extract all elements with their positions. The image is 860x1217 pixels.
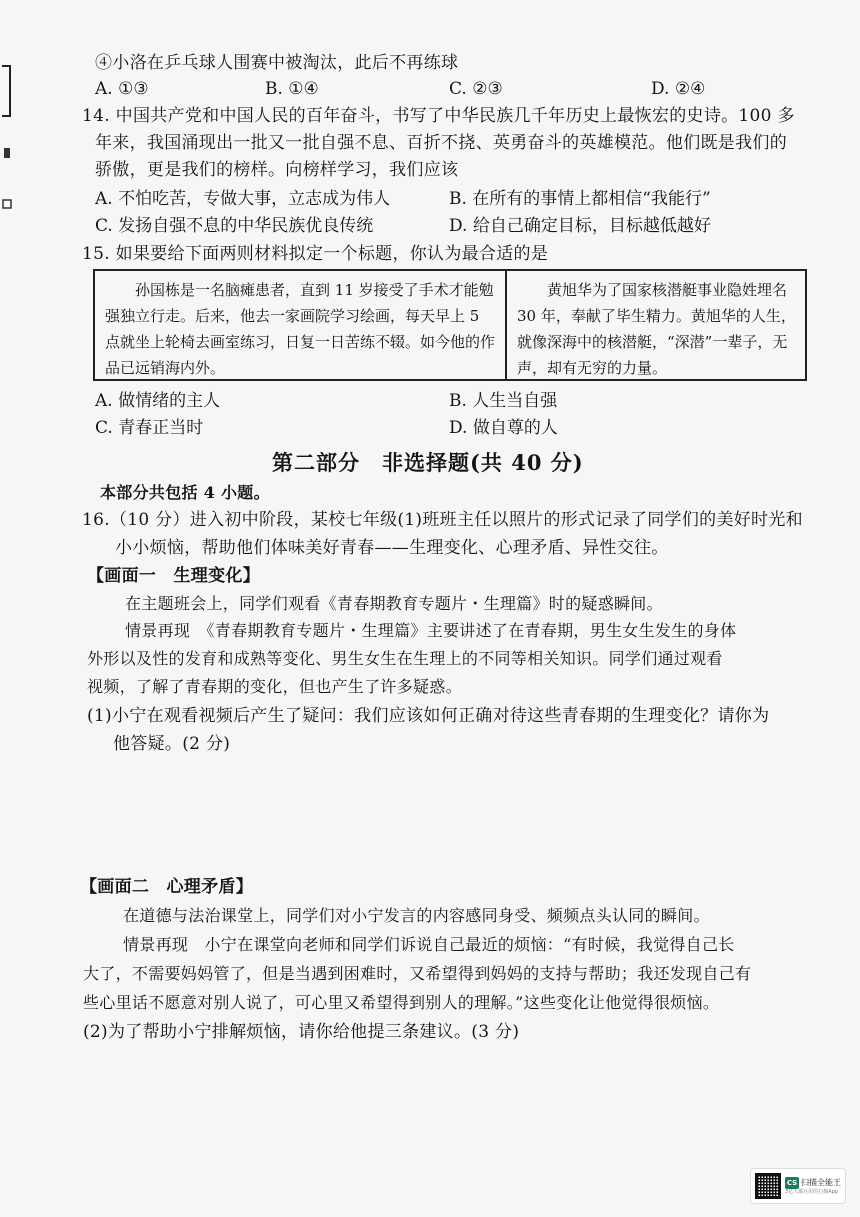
part2-heading: 第二部分 非选择题(共 40 分): [272, 450, 584, 475]
q14-option-a[interactable]: A. 不怕吃苦，专做大事，立志成为伟人: [95, 189, 391, 209]
q15-option-a[interactable]: A. 做情绪的主人: [95, 391, 221, 411]
q15-material-left-text: 孙国栋是一名脑瘫患者，直到 11 岁接受了手术才能勉强独立行走。后来，他去一家画院学习绘画，每天早上 5 点就坐上轮椅去画室练习，日复一日苦练不辍。如今他的作品已远销海内外。: [105, 281, 496, 377]
scene1-text-line-2: 外形以及性的发育和成熟等变化、男生女生在生理上的不同等相关知识。同学们通过观看: [87, 649, 723, 668]
scanner-badge-text: [785, 1177, 841, 1196]
q15-stem: 15. 如果要给下面两则材料拟定一个标题，你认为最合适的是: [82, 244, 549, 264]
scene1-question-line-2: 他答疑。(2 分): [113, 734, 231, 754]
camscanner-logo-icon: CS: [786, 1178, 798, 1187]
q15-option-d[interactable]: D. 做自尊的人: [449, 418, 558, 438]
scene2-question: (2)为了帮助小宁排解烦恼，请你给他提三条建议。(3 分): [83, 1022, 520, 1042]
qr-code-icon: [755, 1173, 781, 1199]
q13-option-c[interactable]: C. ②③: [449, 79, 503, 99]
q13-option-b[interactable]: B. ①④: [265, 79, 319, 99]
q16-stem-line-2: 小小烦恼，帮助他们体味美好青春——生理变化、心理矛盾、异性交往。: [115, 538, 669, 558]
scene2-intro: 在道德与法治课堂上，同学们对小宁发言的内容感同身受、频频点头认同的瞬间。: [123, 906, 710, 925]
q15-material-table: [93, 269, 807, 381]
scene2-text-line-1: 情景再现 小宁在课堂向老师和同学们诉说自己最近的烦恼：“有时候，我觉得自己长: [123, 935, 735, 954]
scene2-text-line-3: 些心里话不愿意对别人说了，可心里又希望得到别人的理解。”这些变化让他觉得很烦恼。: [83, 993, 720, 1012]
scene1-intro: 在主题班会上，同学们观看《青春期教育专题片・生理篇》时的疑惑瞬间。: [125, 594, 663, 613]
part2-intro: 本部分共包括 4 小题。: [100, 483, 270, 502]
scanner-badge-subtitle: 3亿人都在用的扫描App: [785, 1188, 838, 1195]
q14-stem-line-1: 14. 中国共产党和中国人民的百年奋斗，书写了中华民族几千年历史上最恢宏的史诗。100 多: [82, 106, 795, 126]
q16-stem-line-1: 16.（10 分）进入初中阶段，某校七年级(1)班班主任以照片的形式记录了同学们的美好时光和: [82, 510, 803, 530]
binding-margin-marks: [0, 60, 14, 220]
scene1-text-line-3: 视频，了解了青春期的变化，但也产生了许多疑惑。: [87, 677, 462, 696]
q15-option-b[interactable]: B. 人生当自强: [449, 391, 558, 411]
q13-option-d[interactable]: D. ②④: [651, 79, 706, 99]
scene1-question-line-1: (1)小宁在观看视频后产生了疑问：我们应该如何正确对待这些青春期的生理变化？请你为: [87, 706, 770, 726]
q13-option-a[interactable]: A. ①③: [95, 79, 149, 99]
q14-stem-line-2: 年来，我国涌现出一批又一批自强不息、百折不挠、英勇奋斗的英雄模范。他们既是我们的: [95, 133, 787, 153]
q13-item-4: ④小洛在乒乓球人围赛中被淘汰，此后不再练球: [95, 53, 459, 73]
scene1-text-line-1: 情景再现 《青春期教育专题片・生理篇》主要讲述了在青春期，男生女生发生的身体: [125, 621, 737, 640]
q14-option-c[interactable]: C. 发扬自强不息的中华民族优良传统: [95, 216, 374, 236]
scanner-watermark: [750, 1168, 846, 1204]
q14-stem-line-3: 骄傲，更是我们的榜样。向榜样学习，我们应该: [95, 160, 459, 180]
scanner-badge-title: 扫描全能王: [801, 1177, 841, 1187]
q14-option-b[interactable]: B. 在所有的事情上都相信“我能行”: [449, 189, 711, 209]
q15-option-c[interactable]: C. 青春正当时: [95, 418, 204, 438]
q15-material-right-text: 黄旭华为了国家核潜艇事业隐姓埋名 30 年，奉献了毕生精力。黄旭华的人生，就像深海中的核潜艇，“深潜”一辈子，无声，却有无穷的力量。: [517, 281, 796, 377]
scene2-text-line-2: 大了，不需要妈妈管了，但是当遇到困难时，又希望得到妈妈的支持与帮助；我还发现自己有: [83, 964, 752, 983]
scene1-title: 【画面一 生理变化】: [87, 566, 260, 586]
scene2-title: 【画面二 心理矛盾】: [80, 877, 253, 897]
q15-material-left: [95, 271, 507, 379]
q15-material-right: [507, 271, 805, 379]
q14-option-d[interactable]: D. 给自己确定目标，目标越低越好: [449, 216, 711, 236]
